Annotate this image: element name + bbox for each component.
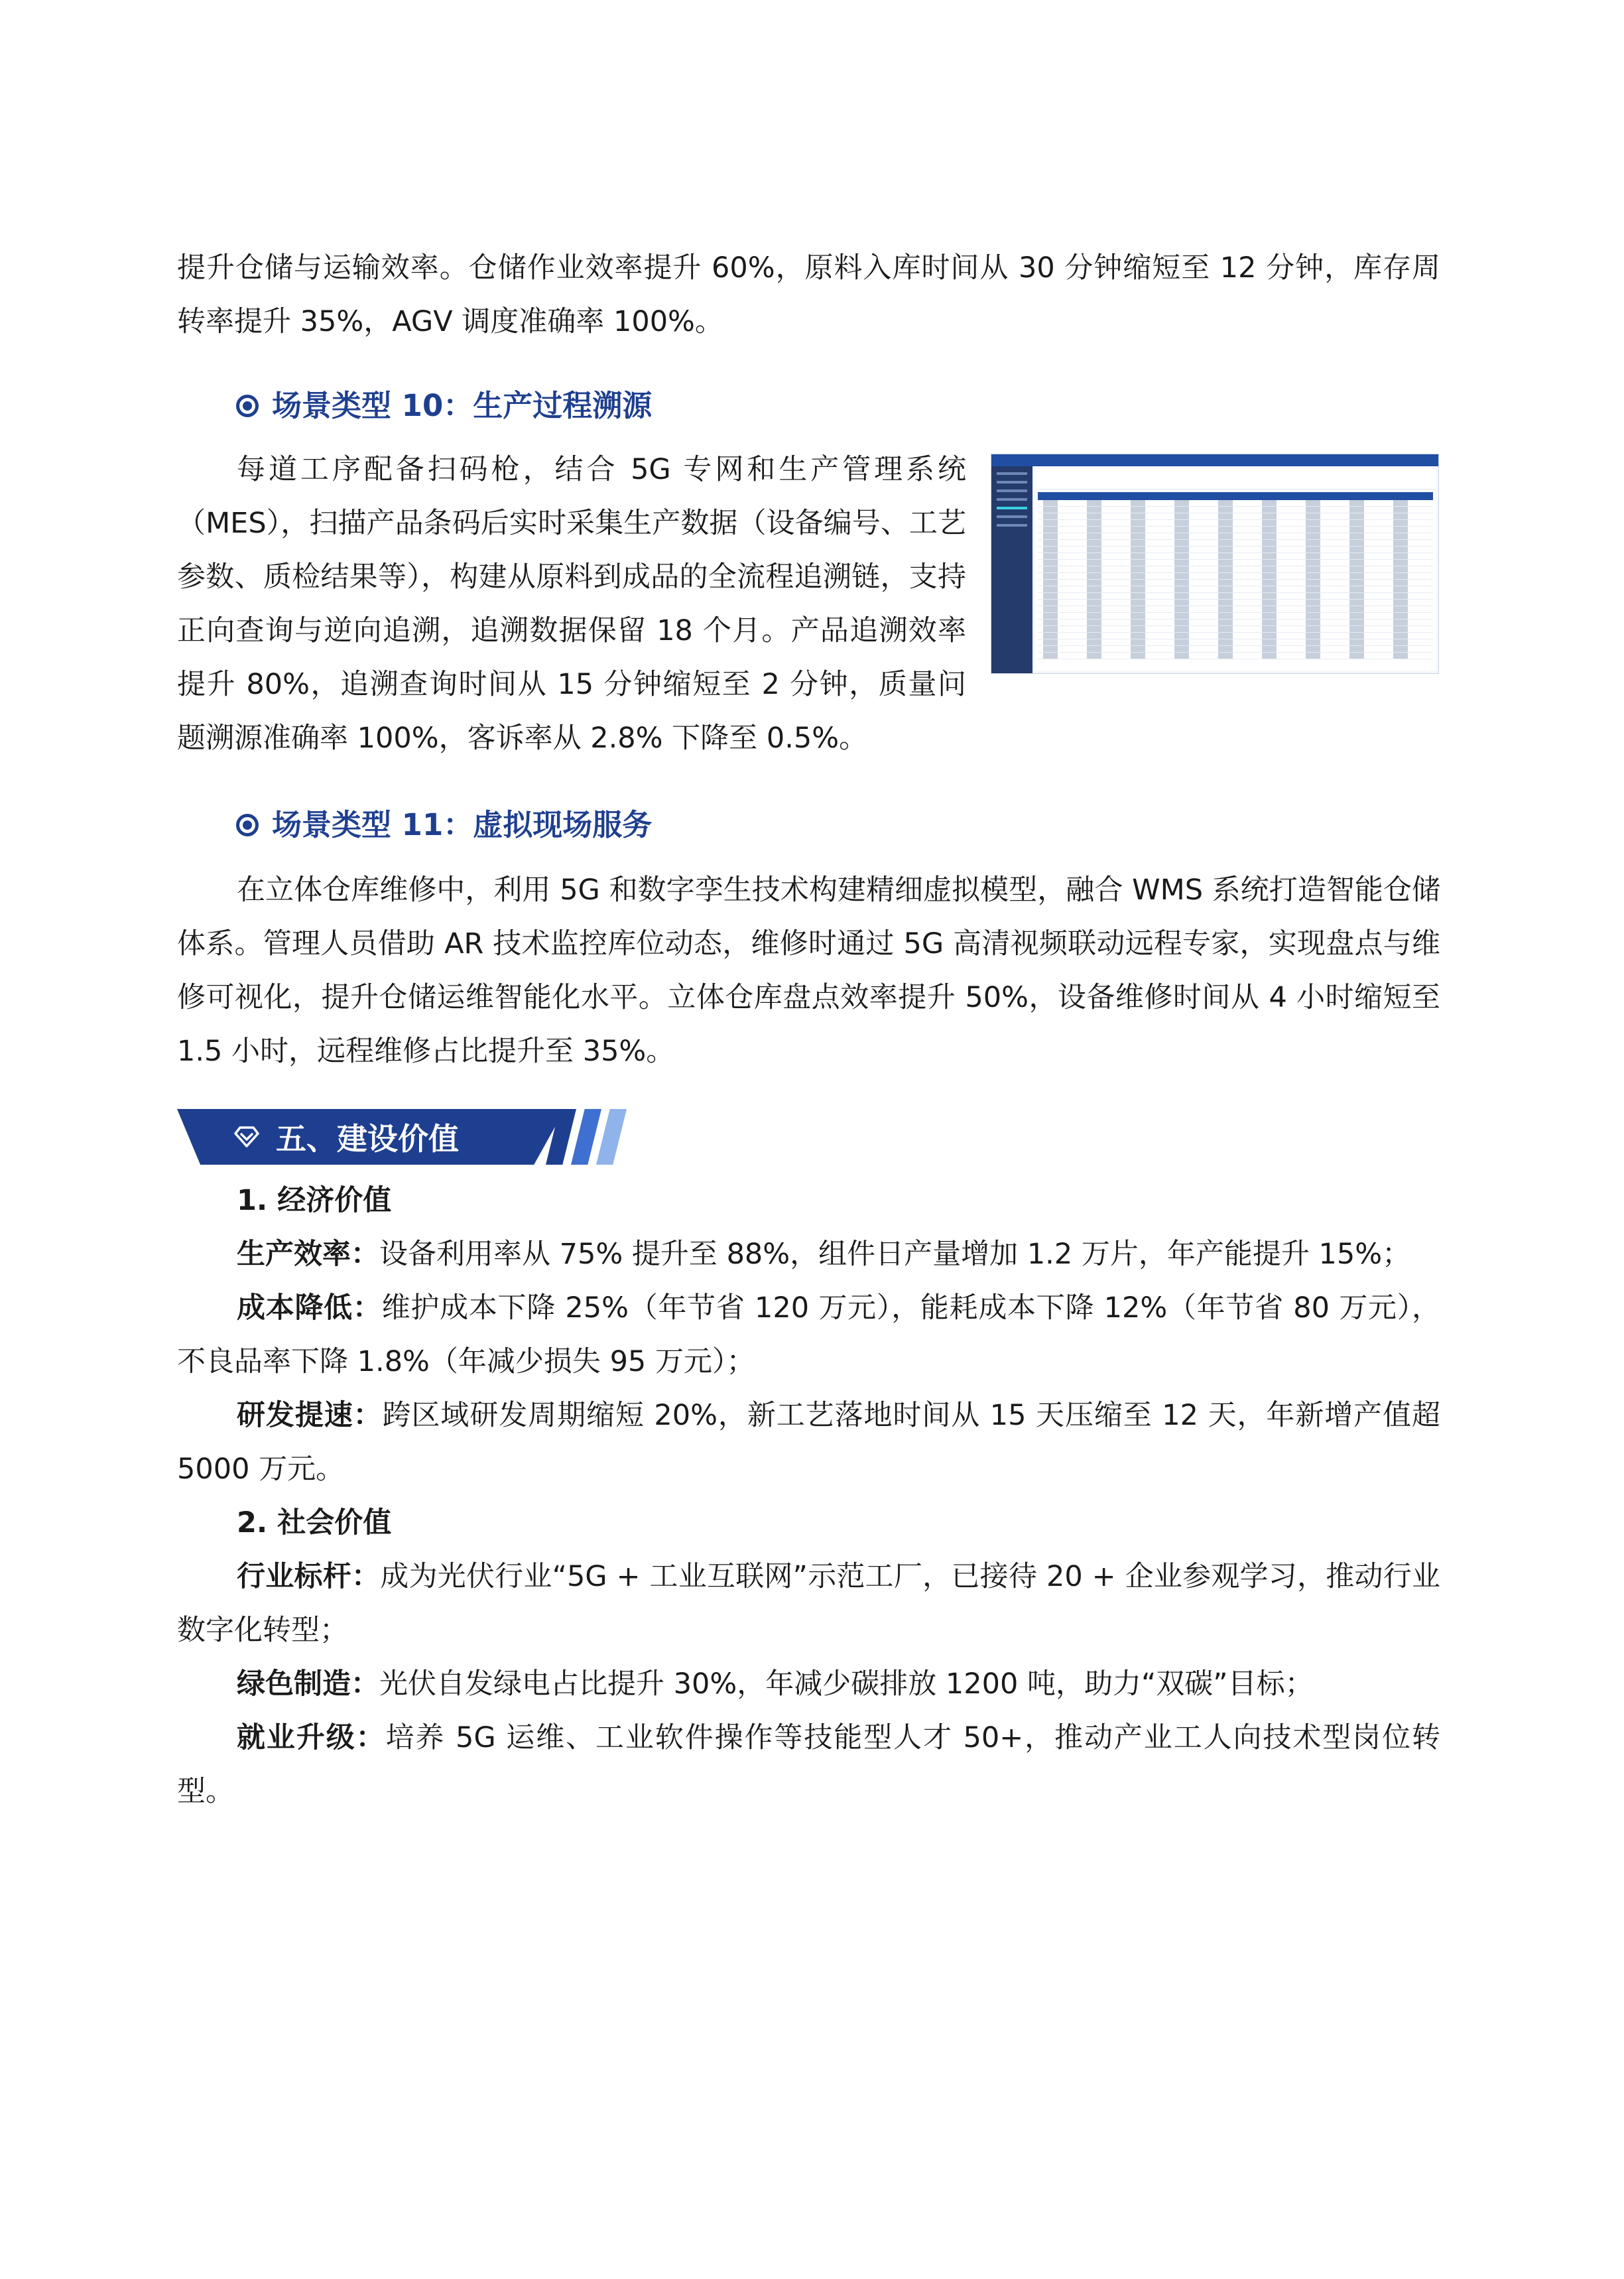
social-item-text: 光伏自发绿电占比提升 30%，年减少碳排放 1200 吨，助力“双碳”目标； — [379, 1667, 1314, 1701]
section5-title: 五、建设价值 — [276, 1121, 459, 1157]
scene10-body: 每道工序配备扫码枪，结合 5G 专网和生产管理系统（MES），扫描产品条码后实时采集生产数据（设备编号、工艺参数、质检结果等），构建从原料到成品的全流程追溯链，支持正向查询与逆向追溯，追溯数据保留 18 个月。产品追溯效率提升 80%，追溯查询时间从 15 分钟缩短至 2 分钟，质量问题溯源准确率 100%，客诉率从 2.8% 下降至 0.5%。 — [177, 453, 966, 755]
social-item-employment — [177, 1711, 1440, 1819]
intro-paragraph: 提升仓储与运输效率。仓储作业效率提升 60%，原料入库时间从 30 分钟缩短至 12 分钟，库存周转率提升 35%，AGV 调度准确率 100%。 — [177, 251, 1440, 338]
screenshot-topbar — [991, 454, 1438, 466]
banner-stripe — [596, 1109, 627, 1165]
econ-item-label: 生产效率： — [237, 1238, 379, 1271]
scene10-heading — [236, 379, 652, 432]
scene11-body: 在立体仓库维修中，利用 5G 和数字孪生技术构建精细虚拟模型，融合 WMS 系统打造智能仓储体系。管理人员借助 AR 技术监控库位动态，维修时通过 5G 高清视频联动远程专家，实现盘点与维修可视化，提升仓储运维智能化水平。立体仓库盘点效率提升 50%，设备维修时间从 4 小时缩短至 1.5 小时，远程维修占比提升至 35%。 — [177, 874, 1440, 1068]
screenshot-table-area — [1035, 469, 1436, 671]
econ-item-cost — [177, 1281, 1440, 1389]
diamond-icon — [233, 1124, 260, 1150]
social-item-text: 成为光伏行业“5G + 工业互联网”示范工厂，已接待 20 + 企业参观学习，推动行业数字化转型； — [177, 1560, 1441, 1647]
econ-item-label: 研发提速： — [237, 1399, 383, 1432]
target-icon — [236, 814, 259, 836]
screenshot-toolbar — [1035, 469, 1436, 489]
target-icon — [236, 395, 259, 417]
econ-item-rnd — [177, 1389, 1440, 1496]
econ-item-text: 跨区域研发周期缩短 20%，新工艺落地时间从 15 天压缩至 12 天，年新增产值超 5000 万元。 — [177, 1399, 1441, 1486]
social-heading: 2. 社会价值 — [237, 1506, 392, 1539]
scene11-title: 场景类型 11：虚拟现场服务 — [272, 807, 653, 842]
scene10-title: 场景类型 10：生产过程溯源 — [272, 388, 653, 423]
banner-stripe — [571, 1109, 601, 1165]
social-item-green — [177, 1658, 1440, 1711]
scene10-paragraph — [177, 443, 966, 765]
social-item-label: 绿色制造： — [237, 1667, 379, 1701]
social-item-label: 行业标杆： — [237, 1560, 381, 1593]
social-item-label: 就业升级： — [237, 1721, 386, 1754]
section5-banner — [177, 1109, 628, 1165]
section5-title-wrap — [233, 1109, 459, 1165]
screenshot-sidebar — [991, 466, 1032, 673]
econ-item-text: 设备利用率从 75% 提升至 88%，组件日产量增加 1.2 万片，年产能提升 15%； — [379, 1238, 1411, 1271]
social-item-text: 培养 5G 运维、工业软件操作等技能型人才 50+，推动产业工人向技术型岗位转型。 — [177, 1721, 1440, 1808]
mes-screenshot — [991, 454, 1439, 674]
econ-item-label: 成本降低： — [237, 1291, 382, 1325]
econ-item-efficiency — [177, 1228, 1440, 1281]
economic-heading: 1. 经济价值 — [237, 1184, 392, 1217]
scene11-heading — [236, 798, 652, 852]
scene11-paragraph — [177, 864, 1440, 1078]
screenshot-table-header — [1038, 492, 1433, 500]
econ-item-text: 维护成本下降 25%（年节省 120 万元），能耗成本下降 12%（年节省 80 万元），不良品率下降 1.8%（年减少损失 95 万元）； — [177, 1291, 1441, 1378]
social-item-benchmark — [177, 1550, 1440, 1658]
